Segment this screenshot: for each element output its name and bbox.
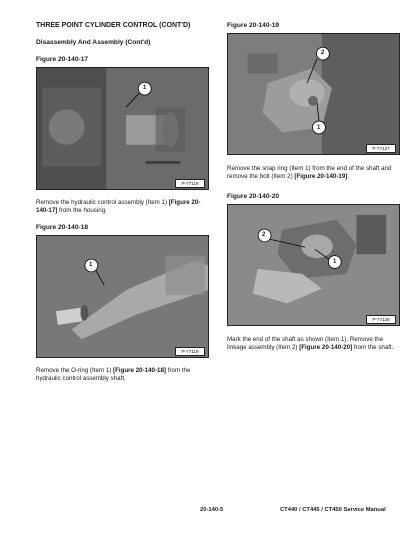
- figure-caption-20: Figure 20-140-20: [227, 193, 280, 200]
- figure-caption-18: Figure 20-140-18: [36, 224, 89, 231]
- photo-id-label: P-77119: [175, 347, 205, 356]
- figure-reference: [Figure 20-140-18]: [113, 367, 166, 374]
- photo-id-label: P-77127: [366, 144, 396, 153]
- callout-layer: [37, 68, 208, 189]
- page-number: 20-140-5: [200, 507, 224, 513]
- figure-20-140-19-photo: [227, 33, 400, 155]
- callout-2: 2: [262, 232, 266, 238]
- callout-layer: [228, 205, 399, 325]
- callout-1: 1: [89, 262, 93, 268]
- callout-2: 2: [321, 50, 325, 56]
- paragraph-text: Remove the hydraulic control assembly (Item 1): [36, 199, 169, 206]
- paragraph-text: Remove the O-ring (Item 1): [36, 367, 114, 374]
- callout-layer: [228, 34, 399, 154]
- paragraph-17: [36, 199, 212, 216]
- callout-layer: [37, 236, 208, 357]
- figure-20-140-20-photo: [227, 204, 400, 326]
- paragraph-text: from the hydraulic control assembly shaft.: [36, 367, 191, 383]
- paragraph-text: Remove the snap ring (Item 1) from the end of the shaft and remove the bolt (Item 2): [227, 165, 392, 181]
- figure-reference: [Figure 20-140-19]: [294, 173, 348, 181]
- subsection-title: Disassembly And Assembly (Cont'd): [36, 39, 151, 46]
- callout-1: 1: [333, 259, 337, 265]
- photo-id-label: P-77118: [175, 179, 205, 188]
- photo-id-label: P-77128: [366, 315, 396, 324]
- paragraph-text: Mark the end of the shaft as shown (Item 1). Remove the linkage assembly (Item 2): [227, 336, 384, 352]
- callout-1: 1: [143, 85, 147, 91]
- paragraph-text: from the shaft.: [352, 344, 394, 352]
- callout-1: 1: [317, 125, 321, 131]
- figure-caption-19: Figure 20-140-19: [227, 22, 280, 29]
- figure-reference: [Figure 20-140-17]: [36, 199, 201, 215]
- paragraph-text: from the housing.: [57, 207, 107, 215]
- figure-caption-17: Figure 20-140-17: [36, 56, 89, 63]
- figure-reference: [Figure 20-140-20]: [299, 344, 353, 352]
- paragraph-20: [227, 336, 403, 353]
- figure-20-140-17-photo: [36, 67, 209, 190]
- paragraph-19: [227, 165, 403, 182]
- paragraph-text: .: [347, 173, 350, 181]
- paragraph-18: [36, 367, 212, 384]
- section-title: THREE POINT CYLINDER CONTROL (CONT'D): [36, 22, 191, 29]
- manual-title: CT440 / CT445 / CT450 Service Manual: [280, 507, 386, 513]
- figure-20-140-18-photo: [36, 235, 209, 358]
